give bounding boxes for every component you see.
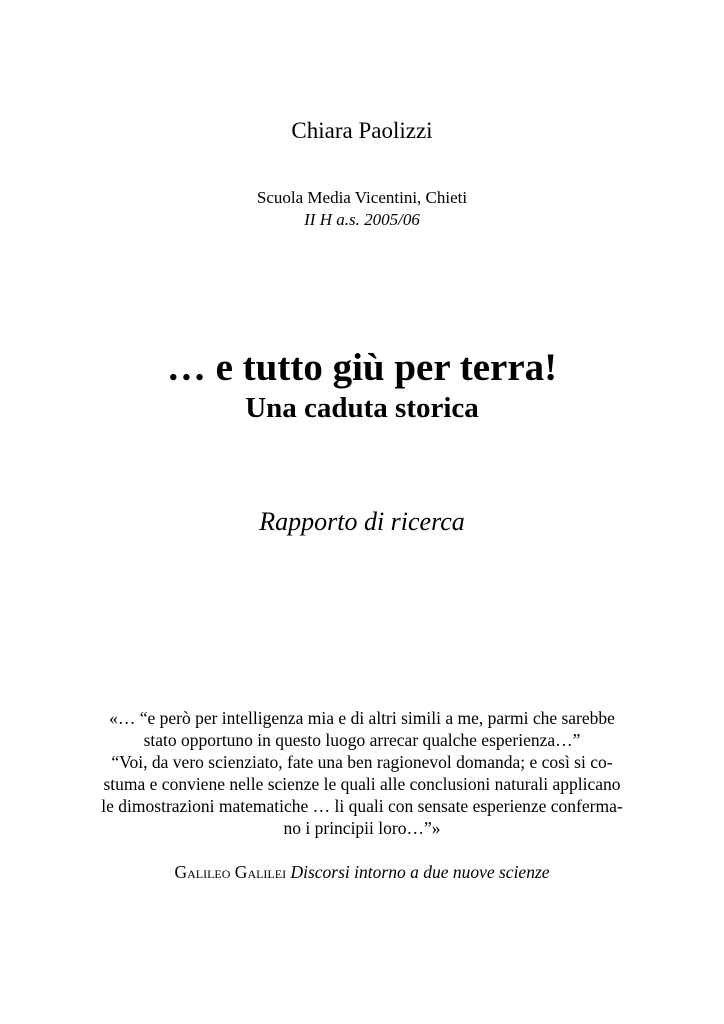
quote-line: no i principii loro…”» [283, 818, 441, 838]
citation-author: Galileo Galilei [174, 862, 287, 882]
quote-line: «… “e però per intelligenza mia e di altri simili a me, parmi che sarebbe [109, 708, 615, 728]
report-type: Rapporto di ricerca [259, 507, 465, 536]
epigraph-quote [70, 707, 654, 839]
quote-line: le dimostrazioni matematiche … li quali con sensate esperienze conferma- [101, 796, 623, 816]
author-name: Chiara Paolizzi [291, 118, 433, 143]
document-subtitle: Una caduta storica [245, 392, 479, 424]
quote-line: “Voi, da vero scienziato, fate una ben ragionevol domanda; e così si co- [111, 752, 613, 772]
quote-line: stuma e conviene nelle scienze le quali alle conclusioni naturali applicano [103, 774, 621, 794]
quote-line: stato opportuno in questo luogo arrecar qualche esperienza…” [143, 730, 581, 750]
school-name: Scuola Media Vicentini, Chieti [256, 188, 468, 207]
quote-citation [0, 862, 724, 883]
document-title: … e tutto giù per terra! [166, 346, 558, 389]
class-year: II H a.s. 2005/06 [304, 210, 420, 229]
citation-work: Discorsi intorno a due nuove scienze [290, 862, 550, 882]
